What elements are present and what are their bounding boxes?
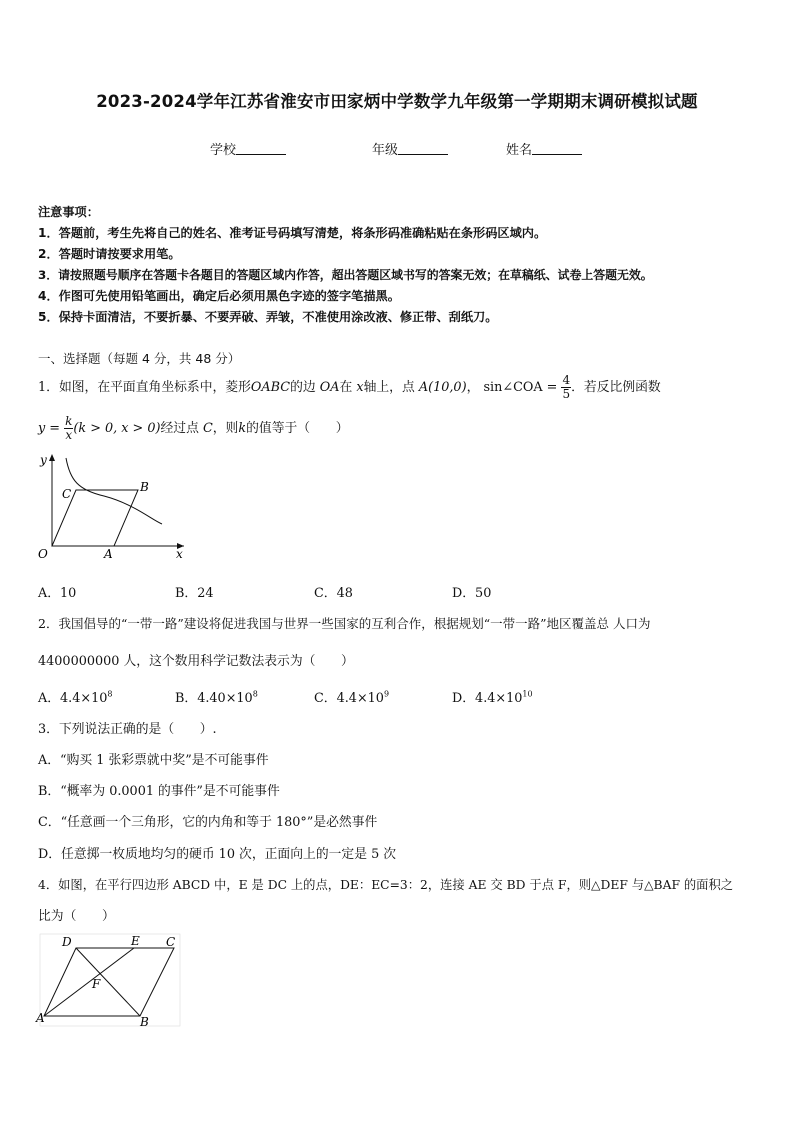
q1-option-a: A．10 — [38, 586, 77, 601]
q1-math-x: x — [356, 380, 364, 395]
fraction-numerator: k — [65, 414, 73, 428]
grade-field — [372, 139, 448, 158]
grade-label: 年级 — [372, 143, 399, 158]
school-field — [210, 139, 286, 158]
q1-sin-expr: sin∠COA = — [483, 380, 558, 395]
q1-text: 1．如图，在平面直角坐标系中，菱形 — [38, 380, 251, 395]
parallelogram-abcd — [44, 948, 174, 1016]
label-e: E — [131, 934, 140, 948]
q1-text: 轴上，点 — [363, 380, 415, 395]
note-item: 3．请按照题号顺序在答题卡各题目的答题区域内作答，超出答题区域书写的答案无效；在草稿纸、试卷上答题无效。 — [38, 268, 653, 282]
question-2-line-2: 4400000000 人，这个数用科学记数法表示为（ ） — [38, 654, 354, 669]
note-item: 4．作图可先使用铅笔画出，确定后必须用黑色字迹的签字笔描黑。 — [38, 289, 400, 303]
label-f: F — [92, 977, 101, 991]
question-1-line-2 — [38, 414, 348, 444]
option-text: D．4.4×10 — [452, 691, 523, 706]
page-title: 2023-2024学年江苏省淮安市田家炳中学数学九年级第一学期期末调研模拟试题 — [96, 92, 698, 111]
option-text: B．4.40×10 — [175, 691, 253, 706]
q1-rhombus-figure — [34, 450, 194, 560]
label-c: C — [62, 487, 72, 501]
q1-fraction — [561, 374, 571, 401]
label-x: x — [176, 547, 183, 560]
note-item: 2．答题时请按要求用笔。 — [38, 247, 181, 261]
option-text: A．4.4×10 — [38, 691, 108, 706]
label-d: D — [62, 935, 72, 949]
q1-point-c: C — [202, 421, 213, 436]
segment-ae — [44, 948, 134, 1016]
option-exponent: 9 — [383, 689, 390, 699]
note-item: 5．保持卡面清洁，不要折暴、不要弄破、弄皱，不准使用涂改液、修正带、刮纸刀。 — [38, 310, 498, 324]
q3-option-c: C．“任意画一个三角形，它的内角和等于 180°”是必然事件 — [38, 815, 378, 830]
fraction-numerator: 4 — [562, 373, 571, 387]
q1-text: 在 — [339, 380, 353, 395]
q2-option-a — [38, 687, 113, 706]
fraction-denominator: 5 — [562, 387, 571, 401]
q1-option-c: C．48 — [314, 586, 353, 601]
option-exponent: 10 — [522, 689, 533, 699]
label-o: O — [38, 547, 48, 560]
q1-k-over-x — [64, 415, 73, 442]
section-heading: 一、选择题（每题 4 分，共 48 分） — [38, 351, 241, 366]
y-axis-arrow — [49, 454, 55, 461]
option-exponent: 8 — [252, 689, 258, 699]
fraction-denominator: x — [65, 428, 73, 442]
question-4-line-1: 4．如图，在平行四边形 ABCD 中，E 是 DC 上的点，DE：EC=3：2，连接 AE 交 BD 于点 F，则△DEF 与△BAF 的面积之 — [38, 878, 734, 892]
name-field — [506, 139, 582, 158]
grade-blank — [398, 142, 448, 155]
name-blank — [532, 142, 582, 155]
name-label: 姓名 — [506, 143, 533, 158]
label-a: A — [36, 1011, 45, 1025]
q1-text: ，则 — [212, 421, 239, 436]
q2-option-d — [452, 687, 533, 706]
school-blank — [236, 142, 286, 155]
label-c: C — [166, 935, 176, 949]
question-3-stem: 3．下列说法正确的是（ ）. — [38, 722, 217, 737]
q1-math-oabc: OABC — [250, 380, 291, 395]
label-b: B — [140, 1015, 149, 1029]
q2-option-b — [175, 687, 258, 706]
q3-option-d: D．任意掷一枚质地均匀的硬币 10 次，正面向上的一定是 5 次 — [38, 847, 397, 862]
q3-option-b: B．“概率为 0.0001 的事件”是不可能事件 — [38, 784, 280, 799]
q1-k: k — [238, 421, 247, 436]
q1-math-oa: OA — [319, 380, 340, 395]
q1-function: y = — [38, 421, 61, 436]
question-4-line-2: 比为（ ） — [38, 909, 115, 924]
q1-text: ， — [466, 380, 480, 395]
option-text: C．4.4×10 — [314, 691, 384, 706]
notes-heading: 注意事项： — [38, 205, 99, 219]
note-item: 1．答题前，考生先将自己的姓名、准考证号码填写清楚，将条形码准确粘贴在条形码区域内。 — [38, 226, 547, 240]
q1-text: 的值等于（ ） — [246, 421, 349, 436]
label-b: B — [140, 480, 149, 494]
label-y: y — [40, 453, 47, 467]
q1-option-d: D．50 — [452, 586, 492, 601]
label-a: A — [104, 547, 113, 560]
q1-option-b: B．24 — [175, 586, 214, 601]
question-1-line-1 — [38, 373, 661, 403]
option-exponent: 8 — [107, 689, 113, 699]
q1-text: ．若反比例函数 — [571, 380, 661, 395]
question-2-line-1: 2．我国倡导的“一带一路”建设将促进我国与世界一些国家的互利合作，根据规划“一带一路”地区覆盖总 人口为 — [38, 616, 651, 631]
q2-option-c — [314, 687, 389, 706]
q4-parallelogram-figure — [34, 930, 184, 1030]
q1-condition: (k > 0, x > 0) — [73, 421, 161, 436]
q1-text: 经过点 — [160, 421, 199, 436]
q1-point-a: A(10,0) — [418, 380, 467, 395]
school-label: 学校 — [210, 143, 237, 158]
q1-text: 的边 — [290, 380, 316, 395]
segment-bd — [76, 948, 140, 1016]
q3-option-a: A．“购买 1 张彩票就中奖”是不可能事件 — [38, 753, 269, 768]
